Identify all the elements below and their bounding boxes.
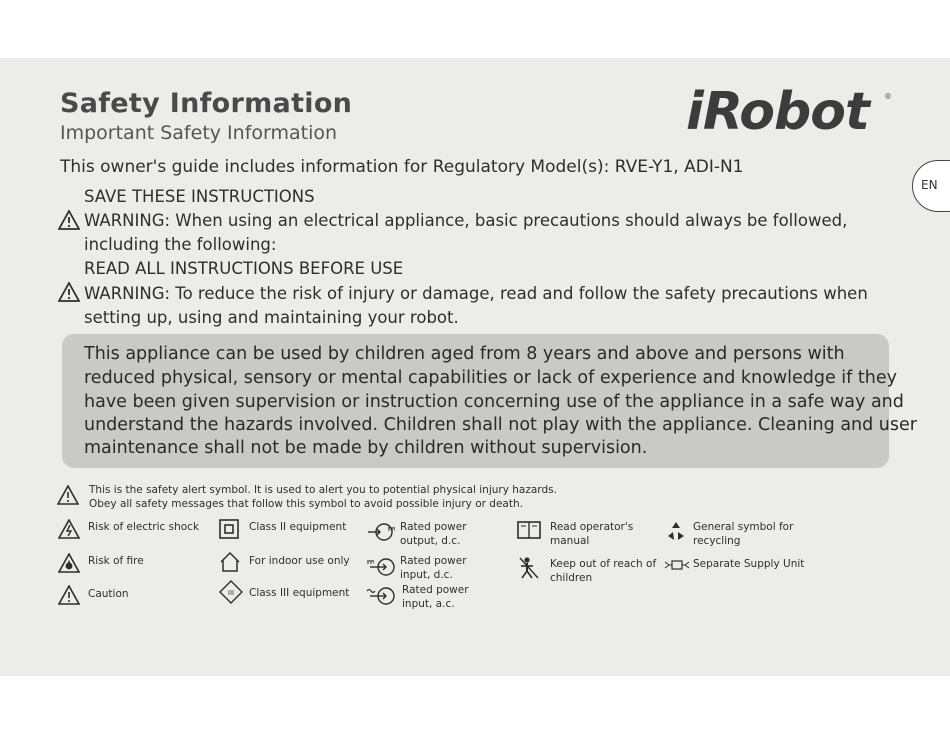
registered-mark: ® xyxy=(884,92,892,101)
callout-line: reduced physical, sensory or mental capabilities or lack of experience and knowledge if they xyxy=(84,368,897,388)
legend-keep-out-2: children xyxy=(550,572,593,584)
top-margin xyxy=(0,0,950,58)
legend-rated-input-ac-1: Rated power xyxy=(402,584,469,596)
legend-rated-output-dc-1: Rated power xyxy=(400,521,467,533)
legend-rated-input-dc-1: Rated power xyxy=(400,555,467,567)
warning-1-line-1: WARNING: When using an electrical appliance, basic precautions should always be followed, xyxy=(84,211,848,230)
read-manual-icon xyxy=(517,520,541,540)
legend-indoor: For indoor use only xyxy=(249,555,350,567)
page-title: Safety Information xyxy=(60,88,353,119)
intro-text: This owner's guide includes information for Regulatory Model(s): RVE-Y1, ADI-N1 xyxy=(60,157,744,177)
callout-line: have been given supervision or instruction concerning use of the appliance in a safe way and xyxy=(84,392,904,412)
legend-electric-shock: Risk of electric shock xyxy=(88,521,200,533)
bottom-margin xyxy=(0,676,950,734)
rated-input-dc-icon xyxy=(366,556,396,578)
callout-line: This appliance can be used by children aged from 8 years and above and persons with xyxy=(84,344,845,364)
rated-output-dc-icon xyxy=(366,521,396,543)
callout-line: maintenance shall not be made by children without supervision. xyxy=(84,438,648,458)
caution-icon xyxy=(58,585,80,605)
legend-rated-output-dc-2: output, d.c. xyxy=(400,535,461,547)
callout-line: understand the hazards involved. Children shall not play with the appliance. Cleaning and user xyxy=(84,415,917,435)
language-tab-label: EN xyxy=(921,178,938,192)
warning-triangle-icon xyxy=(58,282,80,302)
warning-triangle-icon xyxy=(58,210,80,230)
separate-supply-unit-icon xyxy=(664,559,690,571)
rated-input-ac-icon xyxy=(366,585,396,607)
legend-rated-input-dc-2: input, d.c. xyxy=(400,569,453,581)
keep-away-children-icon xyxy=(518,556,540,580)
legend-rated-input-ac-2: input, a.c. xyxy=(402,598,455,610)
warning-2-line-2: setting up, using and maintaining your robot. xyxy=(84,308,459,327)
read-all-instructions: READ ALL INSTRUCTIONS BEFORE USE xyxy=(84,259,404,278)
svg-text:III: III xyxy=(227,589,235,597)
warning-2-line-1: WARNING: To reduce the risk of injury or damage, read and follow the safety precautions when xyxy=(84,284,868,303)
electric-shock-icon xyxy=(58,519,80,539)
legend-class-2: Class II equipment xyxy=(249,521,347,533)
warning-1-line-2: including the following: xyxy=(84,235,277,254)
page-subtitle: Important Safety Information xyxy=(60,122,338,144)
class-3-icon xyxy=(219,580,243,604)
legend-supply-unit: Separate Supply Unit xyxy=(693,558,805,570)
legend-class-3: Class III equipment xyxy=(249,587,350,599)
safety-alert-icon xyxy=(57,485,79,505)
recycling-icon xyxy=(665,520,687,542)
alert-symbol-line-2: Obey all safety messages that follow this symbol to avoid possible injury or death. xyxy=(89,498,523,510)
fire-icon xyxy=(58,553,80,573)
legend-caution: Caution xyxy=(88,588,129,600)
legend-keep-out-1: Keep out of reach of xyxy=(550,558,657,570)
legend-recycling-2: recycling xyxy=(693,535,741,547)
indoor-house-icon xyxy=(219,551,241,573)
legend-fire: Risk of fire xyxy=(88,555,144,567)
legend-read-manual-1: Read operator's xyxy=(550,521,634,533)
alert-symbol-line-1: This is the safety alert symbol. It is used to alert you to potential physical injury hazards. xyxy=(89,484,557,496)
legend-recycling-1: General symbol for xyxy=(693,521,794,533)
legend-read-manual-2: manual xyxy=(550,535,590,547)
irobot-logo: iRobot xyxy=(686,82,869,142)
class-2-icon xyxy=(219,519,239,539)
save-instructions: SAVE THESE INSTRUCTIONS xyxy=(84,187,315,206)
